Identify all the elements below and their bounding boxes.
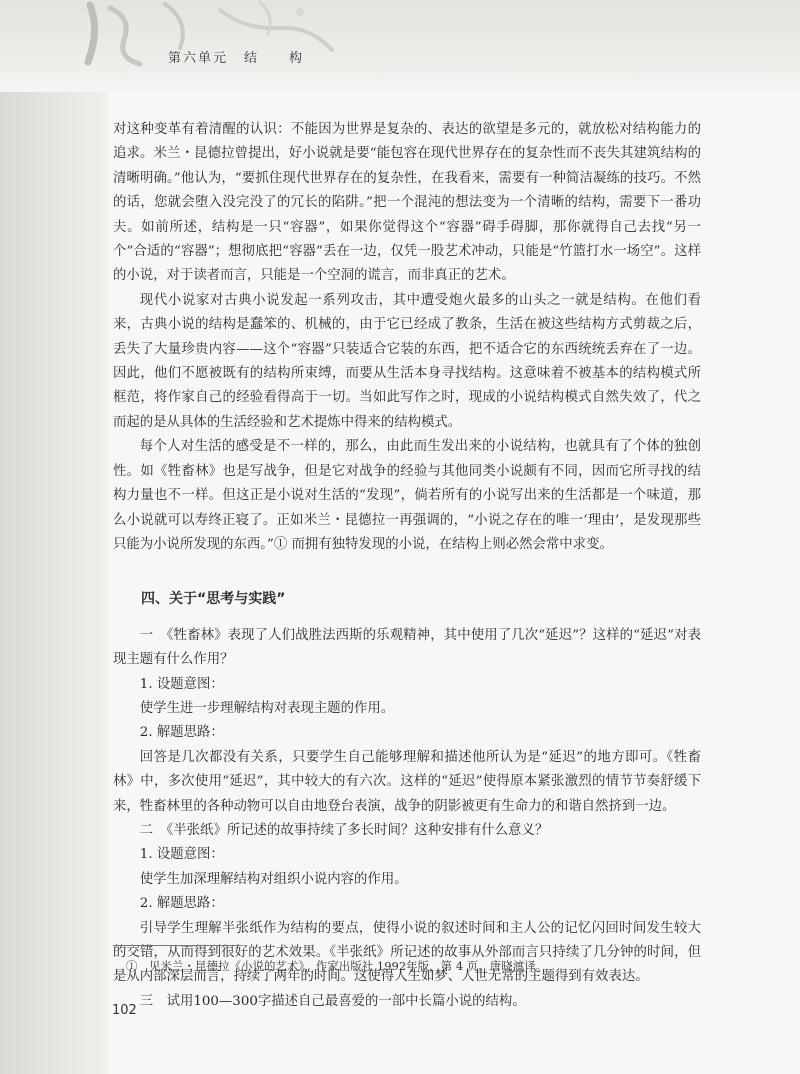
unit-running-header [168,47,304,66]
q2-solve-label: 2. 解题思路： [139,896,224,912]
main-text [113,118,701,1014]
q2-design-text: 使学生加深理解结构对组织小说内容的作用。 [139,871,408,887]
question-2: 二 《半张纸》所记述的故事持续了多长时间？这种安排有什么意义？ [139,822,549,838]
page-number: 102 [112,1003,137,1018]
q1-design-label: 1. 设题意图： [139,676,224,692]
q2-design-label: 1. 设题意图： [139,847,224,863]
section-heading: 四、关于“思考与实践” [141,591,286,608]
unit-topic: 结 构 [244,51,305,66]
footnote-divider [113,945,241,946]
q1-solve-text: 回答是几次都没有关系，只要学生自己能够理解和描述他所认为是“延迟”的地方即可。《牲畜林》中，多次使用“延迟”，其中较大的有六次。这样的“延迟”使得原本紧张激烈的情节节奏舒缓下来，牲畜林里的各种动物可以自由地登台表演，战争的阴影被更有生命力的和谐自然挤到一边。 [113,749,701,814]
paragraph-individual-experience: 每个人对生活的感受是不一样的，那么，由此而生发出来的小说结构，也就具有了个体的独创性。如《牲畜林》也是写战争，但是它对战争的经验与其他同类小说颇有不同，因而它所寻找的结构力量也不一样。但这正是小说对生活的“发现”，倘若所有的小说写出来的生活都是一个味道，那么小说就可以寿终正寝了。正如米兰・昆德拉一再强调的，“小说之存在的唯一‘理由’，是发现那些只能为小说所发现的东西。”① 而拥有独特发现的小说，在结构上则必然会常中求变。 [113,439,701,552]
footnote: ① 见米兰・昆德拉《小说的艺术》，作家出版社 1992年版，第 4 页。唐晓渡译。 [126,959,548,973]
question-1: 一 《牲畜林》表现了人们战胜法西斯的乐观精神，其中使用了几次“延迟”？这样的“延迟”对表现主题有什么作用？ [113,627,701,668]
unit-label: 第六单元 [168,51,229,66]
header-band [0,0,800,92]
q1-design-text: 使学生进一步理解结构对表现主题的作用。 [139,700,395,716]
question-3: 三 试用100—300字描述自己最喜爱的一部中长篇小说的结构。 [139,993,526,1009]
q1-solve-label: 2. 解题思路： [139,725,224,741]
paragraph-continued: 对这种变革有着清醒的认识：不能因为世界是复杂的、表达的欲望是多元的，就放松对结构能力的追求。米兰・昆德拉曾提出，好小说就是要“能包容在现代世界存在的复杂性而不丧失其建筑结构的清晰明确。”他认为，“要抓住现代世界存在的复杂性，在我看来，需要有一种简洁凝练的技巧。不然的话，您就会堕入没完没了的冗长的陷阱。”把一个混沌的想法变为一个清晰的结构，需要下一番功夫。如前所述，结构是一只“容器”，如果你觉得这个“容器”碍手碍脚，那你就得自己去找“另一个”合适的“容器”；想彻底把“容器”丢在一边，仅凭一股艺术冲动，只能是“竹篮打水一场空”。这样的小说，对于读者而言，只能是一个空洞的谎言，而非真正的艺术。 [113,122,701,284]
left-margin-band [0,0,108,1074]
paragraph-modern-novelists: 现代小说家对古典小说发起一系列攻击，其中遭受炮火最多的山头之一就是结构。在他们看来，古典小说的结构是蠢笨的、机械的，由于它已经成了教条，生活在被这些结构方式剪裁之后，丢失了大量珍贵内容——这个“容器”只装适合它装的东西，把不适合它的东西统统丢弃在了一边。因此，他们不愿被既有的结构所束缚，而要从生活本身寻找结构。这意味着不被基本的结构模式所框范，将作家自己的经验看得高于一切。当如此写作之时，现成的小说结构模式自然失效了，代之而起的是从具体的生活经验和艺术提炼中得来的结构模式。 [113,292,701,430]
q2-solve-text: 引导学生理解半张纸作为结构的要点，使得小说的叙述时间和主人公的记忆闪回时间发生较大的交错，从而得到很好的艺术效果。《半张纸》所记述的故事从外部而言只持续了几分钟的时间，但是从内部深层而言，持续了两年的时间。这使得人生如梦、人世无常的主题得到有效表达。 [113,920,701,985]
